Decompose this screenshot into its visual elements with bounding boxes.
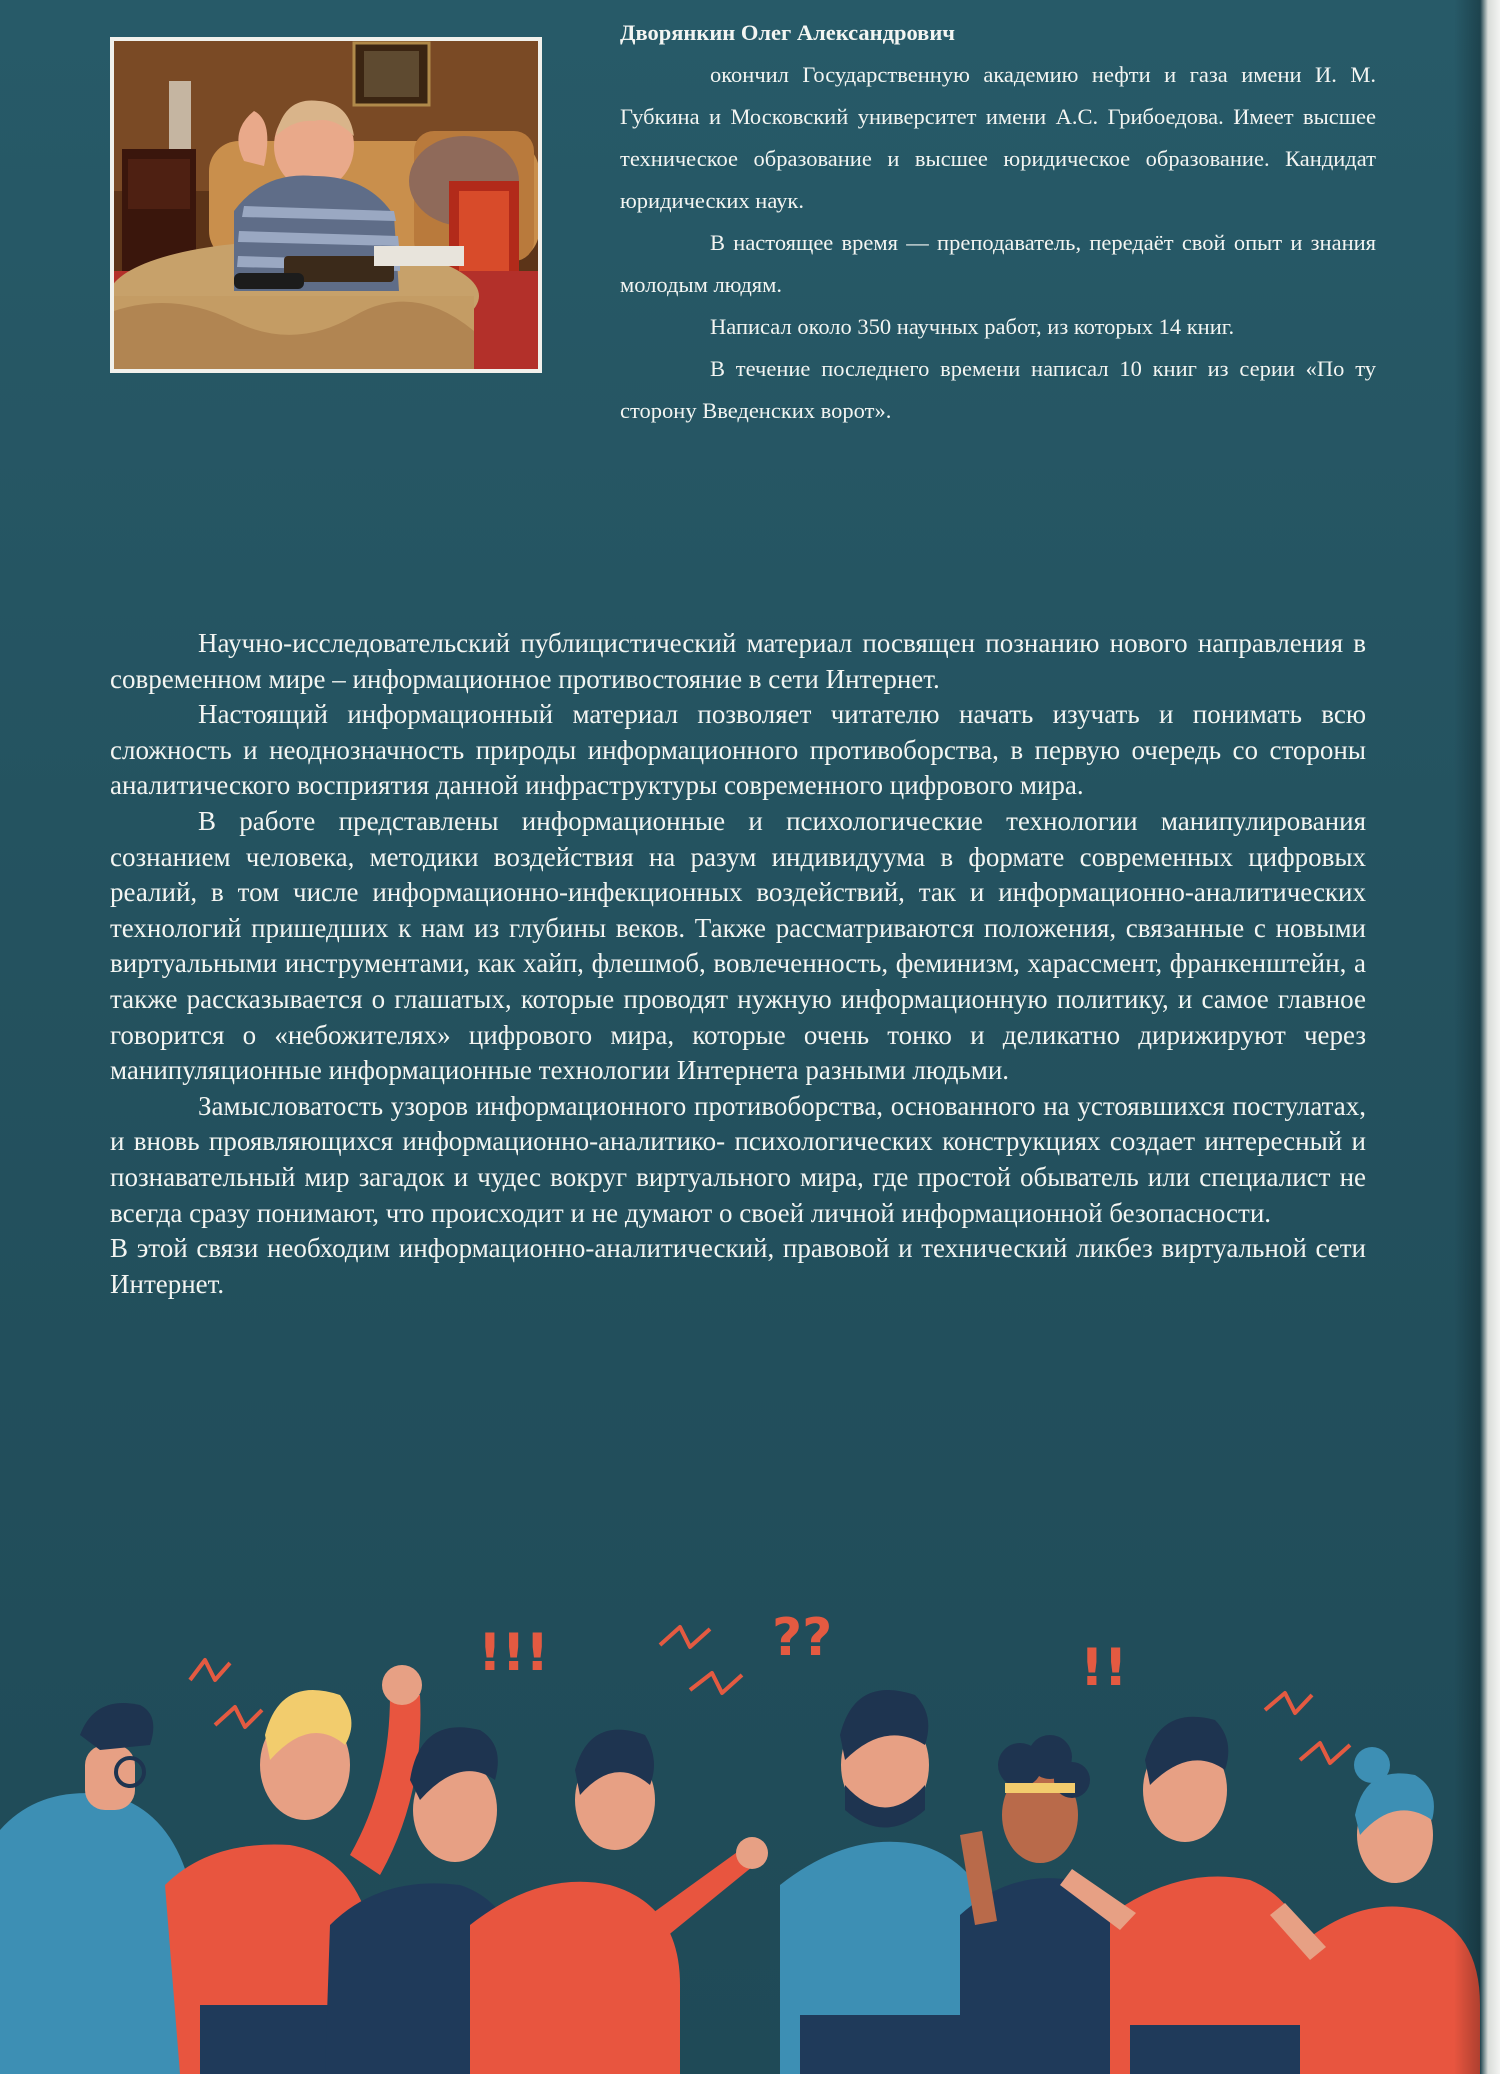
annotation-paragraph: Настоящий информационный материал позволяет читателю начать изучать и понимать всю сложность и неоднозначность природы информационного противоборства, в первую очередь со стороны аналитического восприятия данной инфраструктуры современного цифрового мира. bbox=[110, 699, 1366, 801]
book-annotation bbox=[110, 626, 1366, 1302]
author-name: Дворянкин Олег Александрович bbox=[620, 20, 955, 45]
bio-paragraph: Написал около 350 научных работ, из которых 14 книг. bbox=[710, 314, 1235, 339]
page-edge bbox=[1480, 0, 1500, 2074]
arguing-crowd-illustration bbox=[0, 1585, 1480, 2074]
bio-paragraph: В течение последнего времени написал 10 книг из серии «По ту сторону Введенских ворот». bbox=[620, 356, 1376, 423]
annotation-paragraph: В этой связи необходим информационно-аналитический, правовой и технический ликбез виртуальной сети Интернет. bbox=[110, 1233, 1366, 1299]
author-bio bbox=[620, 12, 1376, 432]
exclamation-icon: !!! bbox=[478, 1623, 550, 1683]
annotation-paragraph: Научно-исследовательский публицистический материал посвящен познанию нового направления в современном мире – информационное противостояние в сети Интернет. bbox=[110, 628, 1366, 694]
bio-paragraph: В настоящее время — преподаватель, передаёт свой опыт и знания молодым людям. bbox=[620, 230, 1376, 297]
exclamation-icon: !! bbox=[1080, 1638, 1128, 1698]
annotation-paragraph: Замысловатость узоров информационного противоборства, основанного на устоявшихся постулатах, и вновь проявляющихся информационно-аналитико- психологических конструкциях создает интересный и познавательный мир загадок и чудес вокруг виртуального мира, где простой обыватель или специалист не всегда сразу понимают, что происходит и не думают о своей личной информационной безопасности. bbox=[110, 1090, 1366, 1228]
person-figure bbox=[470, 1730, 768, 2074]
bio-paragraph: окончил Государственную академию нефти и газа имени И. М. Губкина и Московский университет имени А.С. Грибоедова. Имеет высшее техническое образование и высшее юридическое образование. Кандидат юридических наук. bbox=[620, 62, 1376, 213]
zigzag-icon bbox=[215, 1707, 262, 1727]
question-icon: ?? bbox=[772, 1608, 833, 1668]
person-figure bbox=[1270, 1747, 1480, 2074]
author-photo-image bbox=[114, 41, 538, 369]
author-photo bbox=[110, 37, 542, 373]
cover-edge-shadow bbox=[1454, 0, 1480, 2074]
zigzag-icon bbox=[190, 1660, 230, 1680]
annotation-paragraph: В работе представлены информационные и психологические технологии манипулирования сознанием человека, методики воздействия на разум индивидуума в формате современных цифровых реалий, в том числе информационно-инфекционных воздействий, так и информационно-аналитических технологий пришедших к нам из глубины веков. Также рассматриваются положения, связанные с новыми виртуальными инструментами, как хайп, флешмоб, вовлеченность, феминизм, харассмент, франкенштейн, а также рассказывается о глашатых, которые проводят нужную информационную политику, и самое главное говорится о «небожителях» цифрового мира, которые очень тонко и деликатно дирижируют через манипуляционные информационные технологии Интернета разными людьми. bbox=[110, 805, 1366, 1086]
